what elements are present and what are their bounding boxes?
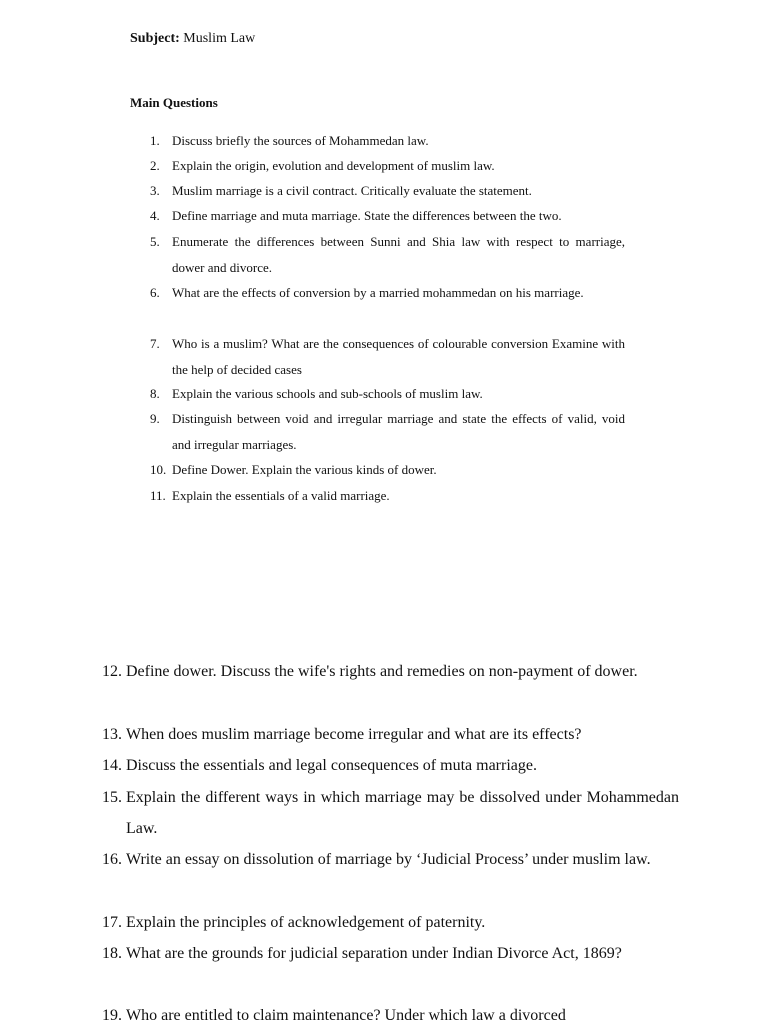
question-number: 18. [102, 945, 122, 962]
question-number: 7. [150, 336, 160, 351]
question-number: 14. [102, 757, 122, 774]
question-number: 9. [150, 411, 160, 426]
question-number: 3. [150, 183, 160, 198]
question-item [102, 656, 679, 687]
question-item [150, 381, 625, 407]
subject-line [130, 31, 255, 47]
question-number: 11. [150, 488, 166, 503]
question-item [150, 406, 625, 457]
question-text: Explain the origin, evolution and development of muslim law. [172, 158, 495, 173]
question-item [102, 907, 679, 938]
question-text: Distinguish between void and irregular marriage and state the effects of valid, void and irregular marriages. [172, 411, 625, 452]
question-item [102, 844, 679, 875]
question-text: Explain the essentials of a valid marriage. [172, 488, 390, 503]
question-item [150, 203, 625, 229]
question-text: What are the grounds for judicial separation under Indian Divorce Act, 1869? [126, 945, 622, 962]
question-item [102, 750, 679, 781]
question-item [102, 782, 679, 844]
question-item [150, 331, 625, 382]
question-item [150, 128, 625, 154]
question-number: 12. [102, 663, 122, 680]
subject-value: Muslim Law [183, 31, 256, 46]
question-item [102, 938, 679, 969]
question-text: Write an essay on dissolution of marriage by ‘Judicial Process’ under muslim law. [126, 851, 651, 868]
question-number: 5. [150, 234, 160, 249]
question-item [102, 719, 679, 750]
question-text: Muslim marriage is a civil contract. Critically evaluate the statement. [172, 183, 532, 198]
question-text: Explain the different ways in which marriage may be dissolved under Mohammedan Law. [126, 789, 679, 837]
question-item [150, 229, 625, 280]
question-text: Discuss briefly the sources of Mohammedan law. [172, 133, 429, 148]
question-item [150, 153, 625, 179]
question-number: 16. [102, 851, 122, 868]
question-text: Enumerate the differences between Sunni and Shia law with respect to marriage, dower and divorce. [172, 234, 625, 275]
question-item [102, 1000, 679, 1024]
question-text: Define marriage and muta marriage. State the differences between the two. [172, 208, 562, 223]
question-text: Explain the various schools and sub-schools of muslim law. [172, 386, 483, 401]
question-item [150, 483, 625, 509]
question-text: Discuss the essentials and legal consequences of muta marriage. [126, 757, 537, 774]
question-number: 8. [150, 386, 160, 401]
main-questions-heading: Main Questions [130, 95, 218, 110]
question-text: Who are entitled to claim maintenance? Under which law a divorced [126, 1007, 566, 1024]
question-number: 2. [150, 158, 160, 173]
question-item [150, 280, 625, 306]
question-number: 6. [150, 285, 160, 300]
question-number: 10. [150, 462, 167, 477]
question-text: What are the effects of conversion by a married mohammedan on his marriage. [172, 285, 584, 300]
question-text: Who is a muslim? What are the consequences of colourable conversion Examine with the help of decided cases [172, 336, 625, 377]
question-number: 17. [102, 914, 122, 931]
question-number: 19. [102, 1007, 122, 1024]
question-item [150, 457, 625, 483]
question-text: Define Dower. Explain the various kinds of dower. [172, 462, 437, 477]
question-text: Explain the principles of acknowledgement of paternity. [126, 914, 486, 931]
question-number: 1. [150, 133, 160, 148]
question-number: 15. [102, 789, 122, 806]
question-number: 4. [150, 208, 160, 223]
subject-label: Subject: [130, 31, 180, 46]
question-number: 13. [102, 726, 122, 743]
question-text: When does muslim marriage become irregular and what are its effects? [126, 726, 582, 743]
question-text: Define dower. Discuss the wife's rights and remedies on non-payment of dower. [126, 663, 638, 680]
question-item [150, 178, 625, 204]
